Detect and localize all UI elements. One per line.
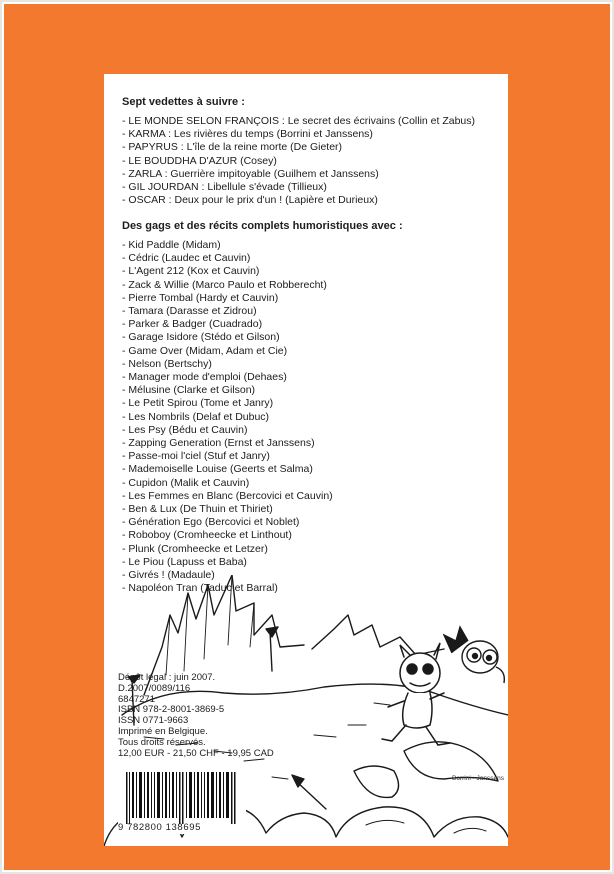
legal-line: Dépôt légal : juin 2007.: [118, 672, 216, 683]
legal-line: 12,00 EUR - 21,50 CHF - 19,95 CAD: [118, 747, 274, 759]
legal-line: Imprimé en Belgique.: [118, 725, 208, 737]
list-item: - Plunk (Cromheecke et Letzer): [122, 542, 268, 555]
list-item: - Mélusine (Clarke et Gilson): [122, 384, 256, 397]
list-item: - Parker & Badger (Cuadrado): [122, 318, 263, 331]
list-item: - Game Over (Midam, Adam et Cie): [122, 344, 288, 357]
list-item: - Cédric (Laudec et Cauvin): [122, 252, 251, 265]
list-item: - Les Nombrils (Delaf et Dubuc): [122, 410, 270, 423]
legal-line: 6847271: [118, 693, 155, 705]
list-item: - Passe-moi l'ciel (Stuf et Janry): [122, 450, 270, 463]
gags-list: [122, 239, 333, 595]
list-item: - Ben & Lux (De Thuin et Thiriet): [122, 503, 273, 516]
list-item: - Manager mode d'emploi (Dehaes): [122, 371, 287, 384]
list-item: - L'Agent 212 (Kox et Cauvin): [122, 265, 260, 278]
legal-line: ISSN 0771-9663: [118, 715, 189, 727]
mountain-right: [312, 615, 444, 655]
sept-vedettes-heading: Sept vedettes à suivre :: [122, 96, 245, 108]
list-item: - Cupidon (Malik et Cauvin): [122, 476, 250, 489]
legal-line: Tous droits réservés.: [118, 736, 206, 748]
list-item: - ZARLA : Guerrière impitoyable (Guilhem et Janssens): [122, 167, 379, 180]
arrow-stuck: [296, 781, 326, 809]
sept-vedettes-list: [122, 115, 475, 207]
list-item: - Mademoiselle Louise (Geerts et Salma): [122, 463, 313, 476]
list-item: - Le Petit Spirou (Tome et Janry): [122, 397, 274, 410]
list-item: - Les Psy (Bédu et Cauvin): [122, 423, 248, 436]
illustration-credit: Borrini - Janssens: [452, 775, 505, 782]
cartoon-creature: [444, 627, 504, 683]
list-item: - Garage Isidore (Stédo et Gilson): [122, 331, 280, 344]
gags-heading: Des gags et des récits complets humoristiques avec :: [122, 220, 403, 232]
legal-line: D.2007/0089/116: [118, 682, 191, 694]
list-item: - Zapping Generation (Ernst et Janssens): [122, 437, 315, 450]
list-item: - Pierre Tombal (Hardy et Cauvin): [122, 291, 279, 304]
list-item: - Zack & Willie (Marco Paulo et Robberecht): [122, 278, 327, 291]
list-item: - Roboboy (Cromheecke et Linthout): [122, 529, 292, 542]
legal-line: ISBN 978-2-8001-3869-5: [118, 704, 225, 716]
list-item: - Napoléon Tran (Taduc et Barral): [122, 582, 278, 595]
list-item: - Les Femmes en Blanc (Bercovici et Cauvin): [122, 489, 333, 502]
list-item: - LE MONDE SELON FRANÇOIS : Le secret des écrivains (Collin et Zabus): [122, 115, 476, 127]
list-item: - Génération Ego (Bercovici et Noblet): [122, 516, 300, 529]
list-item: - Kid Paddle (Midam): [122, 239, 221, 251]
list-item: - Le Piou (Lapuss et Baba): [122, 555, 247, 568]
list-item: - LE BOUDDHA D'AZUR (Cosey): [122, 154, 277, 167]
list-item: - PAPYRUS : L'île de la reine morte (De Gieter): [122, 141, 343, 154]
list-item: - Nelson (Bertschy): [122, 357, 212, 370]
list-item: - Givrés ! (Madaule): [122, 569, 215, 582]
legal-info: [118, 673, 274, 759]
list-item: - OSCAR : Deux pour le prix d'un ! (Lapière et Durieux): [122, 194, 378, 207]
list-item: - GIL JOURDAN : Libellule s'évade (Tillieux): [122, 181, 327, 194]
barcode-number: 9 782800 138695: [118, 822, 201, 833]
list-item: - Tamara (Darasse et Zidrou): [122, 305, 257, 318]
list-item: - KARMA : Les rivières du temps (Borrini et Janssens): [122, 128, 373, 141]
